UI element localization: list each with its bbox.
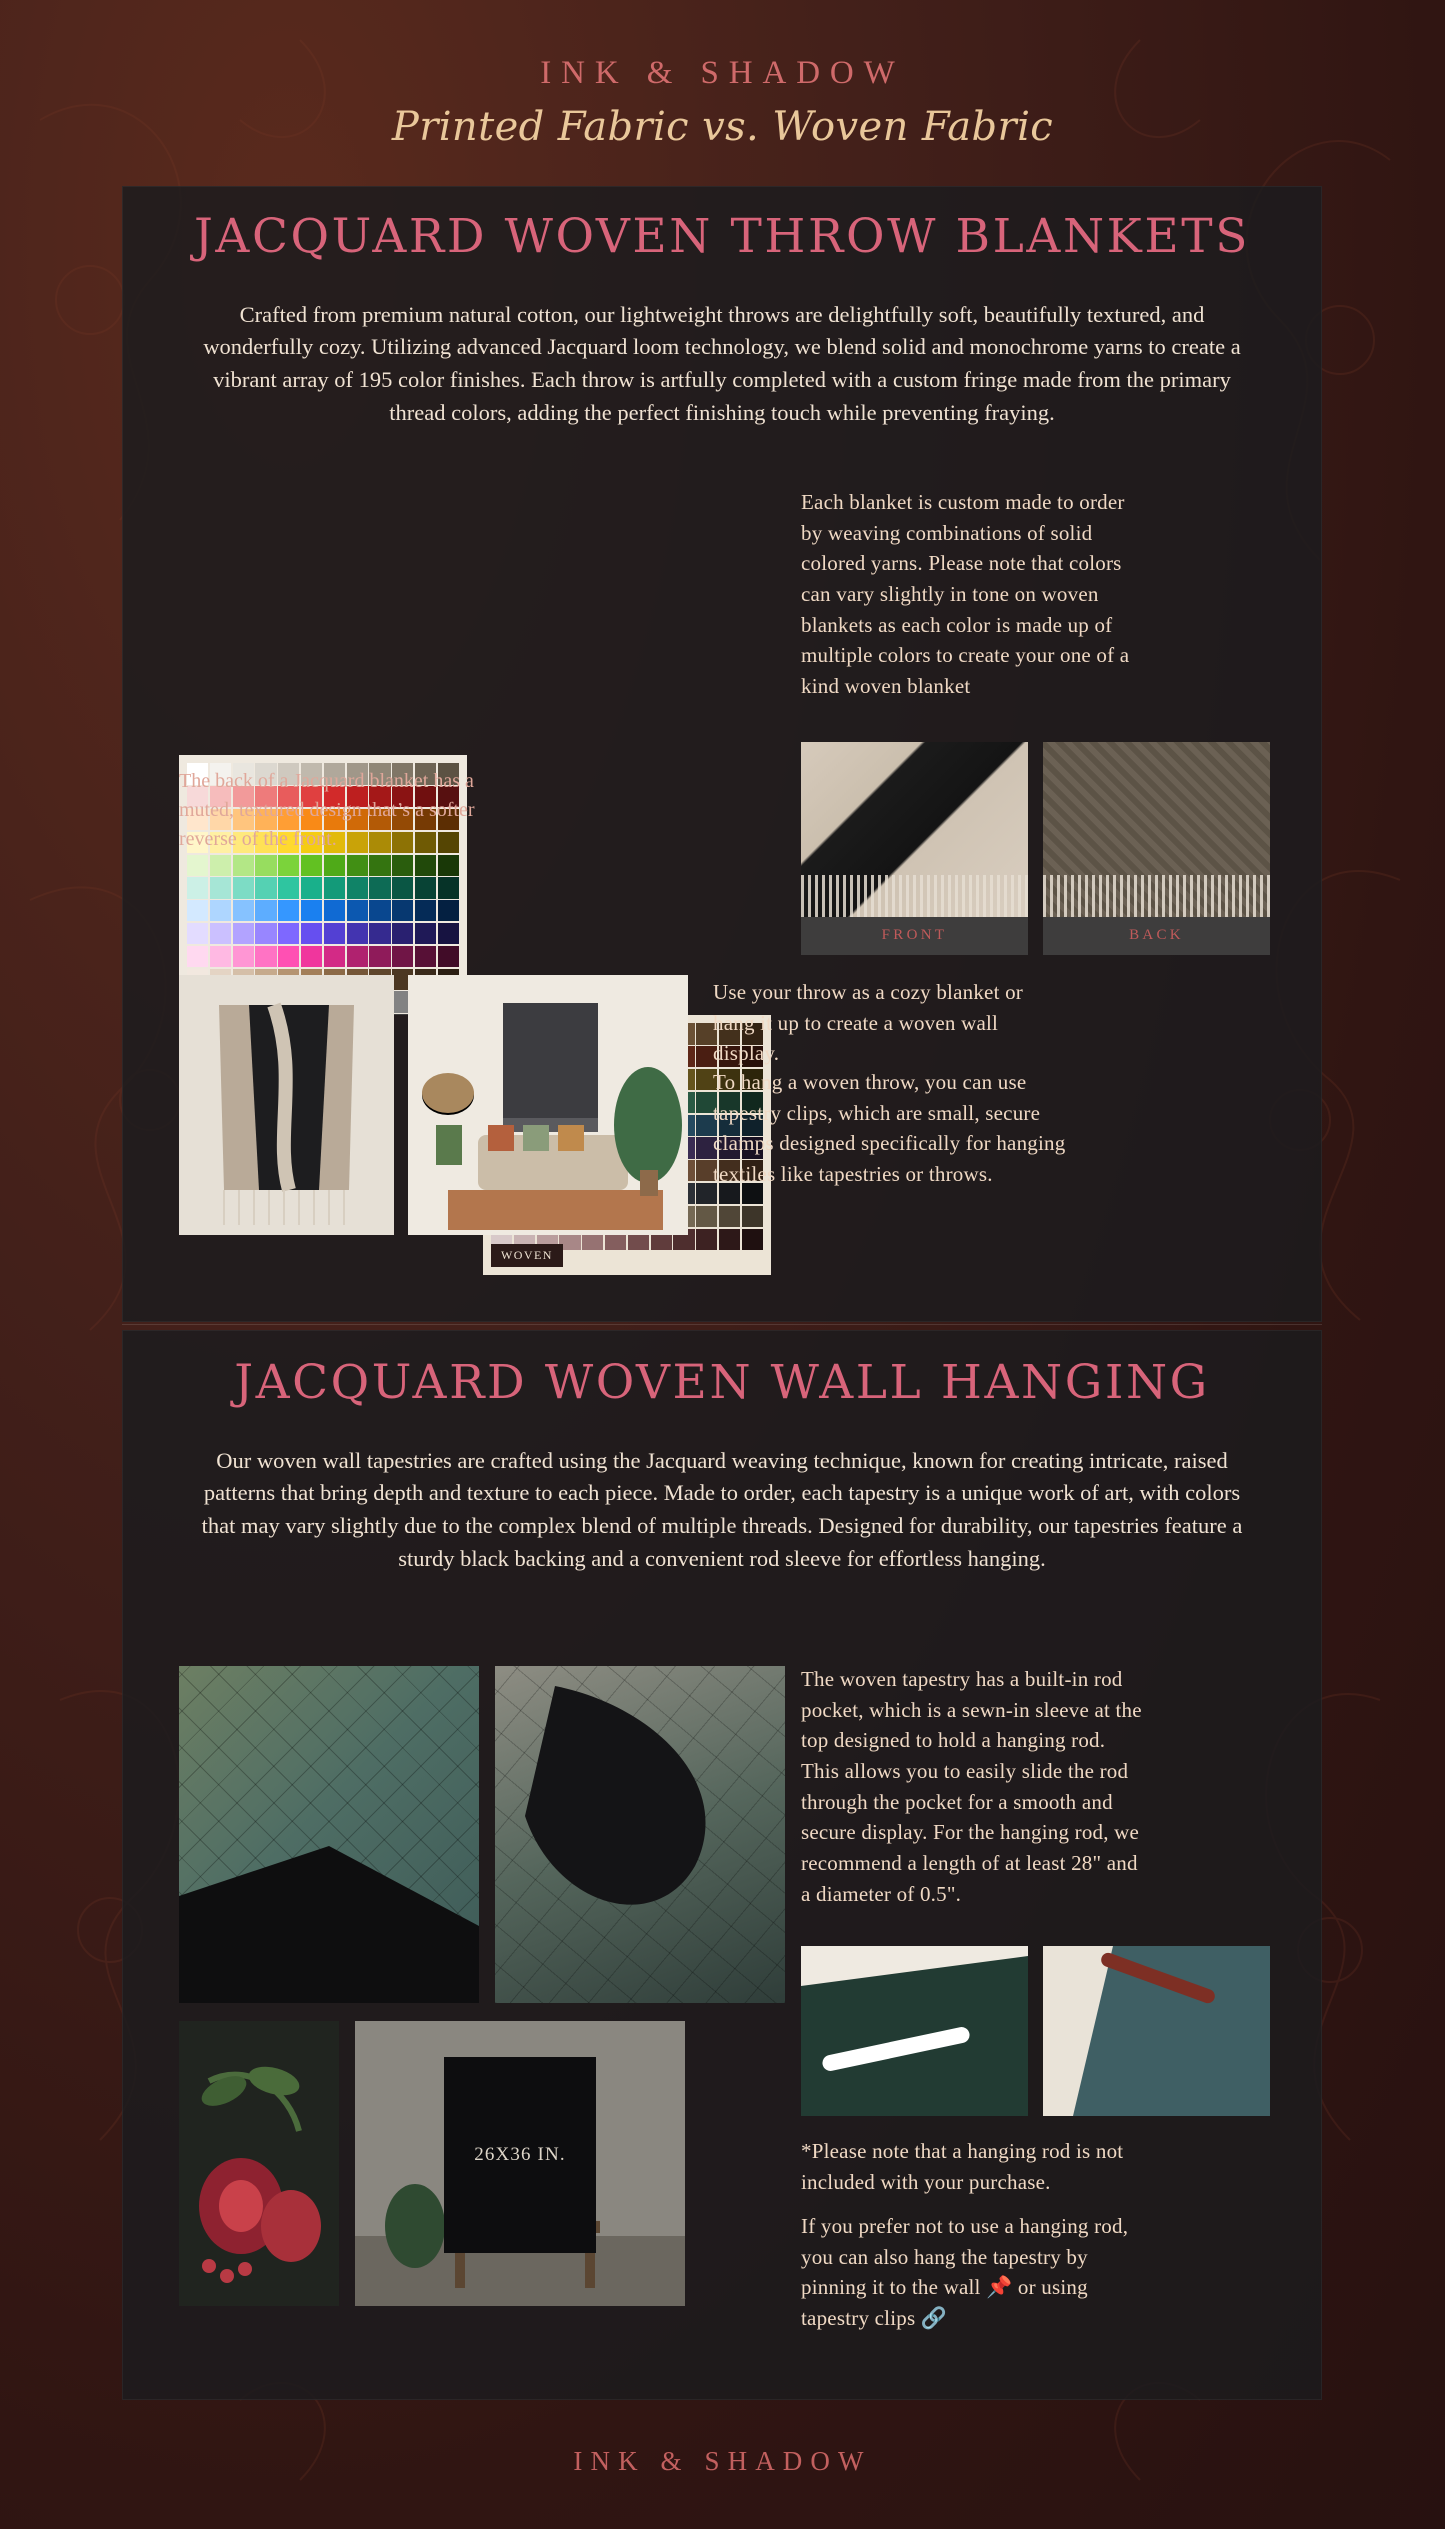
color-swatch bbox=[369, 946, 390, 967]
rod-pocket-photo-wood bbox=[1043, 1946, 1270, 2116]
color-swatch bbox=[324, 923, 345, 944]
color-swatch bbox=[347, 855, 368, 876]
color-swatch bbox=[415, 923, 436, 944]
color-swatch bbox=[187, 900, 208, 921]
color-swatch bbox=[233, 923, 254, 944]
color-swatch bbox=[742, 1229, 763, 1250]
hanging-rod-note: *Please note that a hanging rod is not included with your purchase. bbox=[801, 2139, 1124, 2194]
living-room-photo bbox=[408, 975, 688, 1235]
blanket-front-photo bbox=[801, 742, 1028, 917]
color-swatch bbox=[187, 946, 208, 967]
color-swatch bbox=[255, 923, 276, 944]
pomegranate-illustration bbox=[179, 2021, 339, 2306]
color-swatch bbox=[347, 900, 368, 921]
color-swatch bbox=[369, 855, 390, 876]
color-swatch bbox=[369, 877, 390, 898]
color-swatch bbox=[210, 877, 231, 898]
color-swatch bbox=[301, 900, 322, 921]
throw-blankets-title: JACQUARD WOVEN THROW BLANKETS bbox=[194, 209, 1250, 264]
tapestry-backing-photo-1 bbox=[179, 1666, 479, 2003]
pin-instructions bbox=[801, 2211, 1156, 2334]
color-swatch bbox=[438, 855, 459, 876]
color-swatch bbox=[278, 900, 299, 921]
color-swatch bbox=[255, 900, 276, 921]
hanging-blanket-illustration bbox=[179, 975, 394, 1235]
color-swatch bbox=[187, 855, 208, 876]
color-swatch bbox=[255, 855, 276, 876]
color-swatch bbox=[278, 877, 299, 898]
color-swatch bbox=[187, 923, 208, 944]
page-subtitle: Printed Fabric vs. Woven Fabric bbox=[391, 104, 1054, 150]
front-photo-label: FRONT bbox=[881, 927, 948, 943]
color-swatch bbox=[438, 923, 459, 944]
rod-pocket-photo-white bbox=[801, 1946, 1028, 2116]
brand-title: INK & SHADOW bbox=[540, 55, 905, 91]
hanging-blanket-photo bbox=[179, 975, 394, 1235]
color-swatch bbox=[233, 855, 254, 876]
color-swatch bbox=[278, 946, 299, 967]
pushpin-icon: 📌 bbox=[986, 2275, 1013, 2300]
canvas-size-label: 26X36 IN. bbox=[444, 2057, 596, 2253]
color-swatch bbox=[696, 1206, 717, 1227]
color-swatch bbox=[324, 855, 345, 876]
color-swatch bbox=[347, 923, 368, 944]
white-rod-illustration bbox=[801, 1946, 1028, 2116]
color-swatch bbox=[255, 946, 276, 967]
rod-pocket-text: The woven tapestry has a built-in rod pocket, which is a sewn-in sleeve at the top designed to hold a hanging rod. This allows you to easily slide the rod through the pocket for a smooth and secure display. For the hanging rod, we recommend a length of at least 28" and a diameter of 0.5". bbox=[801, 1667, 1142, 1906]
color-swatch bbox=[347, 877, 368, 898]
color-swatch bbox=[278, 855, 299, 876]
color-swatch bbox=[233, 877, 254, 898]
wood-rod-illustration bbox=[1043, 1946, 1270, 2116]
pomegranate-tapestry-photo bbox=[179, 2021, 339, 2306]
blanket-back-caption: The back of a Jacquard blanket has a muted, textured design that’s a softer reverse of the front. bbox=[179, 770, 475, 850]
tapestry-backing-detail-2 bbox=[495, 1666, 785, 2003]
color-swatch bbox=[255, 877, 276, 898]
color-swatch bbox=[696, 1229, 717, 1250]
woven-chart-label: WOVEN bbox=[491, 1244, 563, 1267]
pin-text-pre: If you prefer not to use a hanging rod, you can also hang the tapestry by pinning it to the wall bbox=[801, 2214, 1129, 2300]
color-swatch bbox=[301, 855, 322, 876]
usage-text-1: Use your throw as a cozy blanket or hang it up to create a woven wall display. bbox=[713, 980, 1024, 1066]
fringe-detail bbox=[801, 875, 1028, 917]
throw-blankets-intro: Crafted from premium natural cotton, our lightweight throws are delightfully soft, beautifully textured, and wonderfully cozy. Utilizing advanced Jacquard loom technology, we blend solid and monochrome yarns to create a vibrant array of 195 color finishes. Each throw is artfully completed with a custom fringe made from the primary thread colors, adding the perfect finishing touch while preventing fraying. bbox=[203, 301, 1241, 426]
color-swatch bbox=[438, 900, 459, 921]
color-swatch bbox=[392, 900, 413, 921]
color-swatch bbox=[187, 877, 208, 898]
color-swatch bbox=[278, 923, 299, 944]
back-photo-label: BACK bbox=[1129, 927, 1184, 943]
color-swatch bbox=[415, 877, 436, 898]
tapestry-backing-photo-2 bbox=[495, 1666, 785, 2003]
color-swatch bbox=[210, 900, 231, 921]
color-swatch bbox=[210, 946, 231, 967]
link-clip-icon: 🔗 bbox=[920, 2305, 948, 2330]
color-swatch bbox=[210, 923, 231, 944]
wall-art-mockup-photo bbox=[355, 2021, 685, 2306]
color-swatch bbox=[210, 855, 231, 876]
wall-hanging-title: JACQUARD WOVEN WALL HANGING bbox=[234, 1355, 1210, 1410]
section-divider bbox=[122, 1324, 1322, 1325]
wall-hanging-intro: Our woven wall tapestries are crafted using the Jacquard weaving technique, known for creating intricate, raised patterns that bring depth and texture to each piece. Made to order, each tapestry is a unique work of art, with colors that may vary slightly due to the complex blend of multiple threads. Designed for durability, our tapestries feature a sturdy black backing and a convenient rod sleeve for effortless hanging. bbox=[201, 1447, 1243, 1572]
pin-text-mid: or using tapestry clips bbox=[801, 2275, 1088, 2330]
living-room-illustration bbox=[408, 975, 688, 1235]
blanket-back-photo bbox=[1043, 742, 1270, 917]
color-swatch bbox=[301, 946, 322, 967]
color-swatch bbox=[415, 900, 436, 921]
color-swatch bbox=[369, 900, 390, 921]
fringe-detail-back bbox=[1043, 875, 1270, 917]
color-swatch bbox=[233, 946, 254, 967]
color-swatch bbox=[347, 946, 368, 967]
section-throw-blankets bbox=[122, 186, 1322, 1322]
color-swatch bbox=[324, 877, 345, 898]
custom-made-note: Each blanket is custom made to order by weaving combinations of solid colored yarns. Please note that colors can vary slightly in tone on woven blankets as each color is made up of multiple colors to create your one of a kind woven blanket bbox=[801, 490, 1130, 698]
color-swatch bbox=[392, 946, 413, 967]
color-swatch bbox=[392, 877, 413, 898]
color-swatch bbox=[742, 1206, 763, 1227]
color-swatch bbox=[415, 946, 436, 967]
tapestry-backing-detail-1 bbox=[179, 1666, 479, 2003]
color-swatch bbox=[719, 1229, 740, 1250]
color-swatch bbox=[301, 877, 322, 898]
color-swatch bbox=[233, 900, 254, 921]
color-swatch bbox=[415, 855, 436, 876]
section-wall-hanging bbox=[122, 1330, 1322, 2400]
color-swatch bbox=[324, 900, 345, 921]
color-swatch bbox=[324, 946, 345, 967]
usage-text-2: To hang a woven throw, you can use tapestry clips, which are small, secure clamps designed specifically for hanging textiles like tapestries or throws. bbox=[713, 1070, 1066, 1186]
color-swatch bbox=[719, 1206, 740, 1227]
footer-brand: INK & SHADOW bbox=[573, 2446, 872, 2476]
color-swatch bbox=[438, 877, 459, 898]
color-swatch bbox=[392, 855, 413, 876]
color-swatch bbox=[301, 923, 322, 944]
color-swatch bbox=[369, 923, 390, 944]
color-swatch bbox=[438, 946, 459, 967]
color-swatch bbox=[392, 923, 413, 944]
